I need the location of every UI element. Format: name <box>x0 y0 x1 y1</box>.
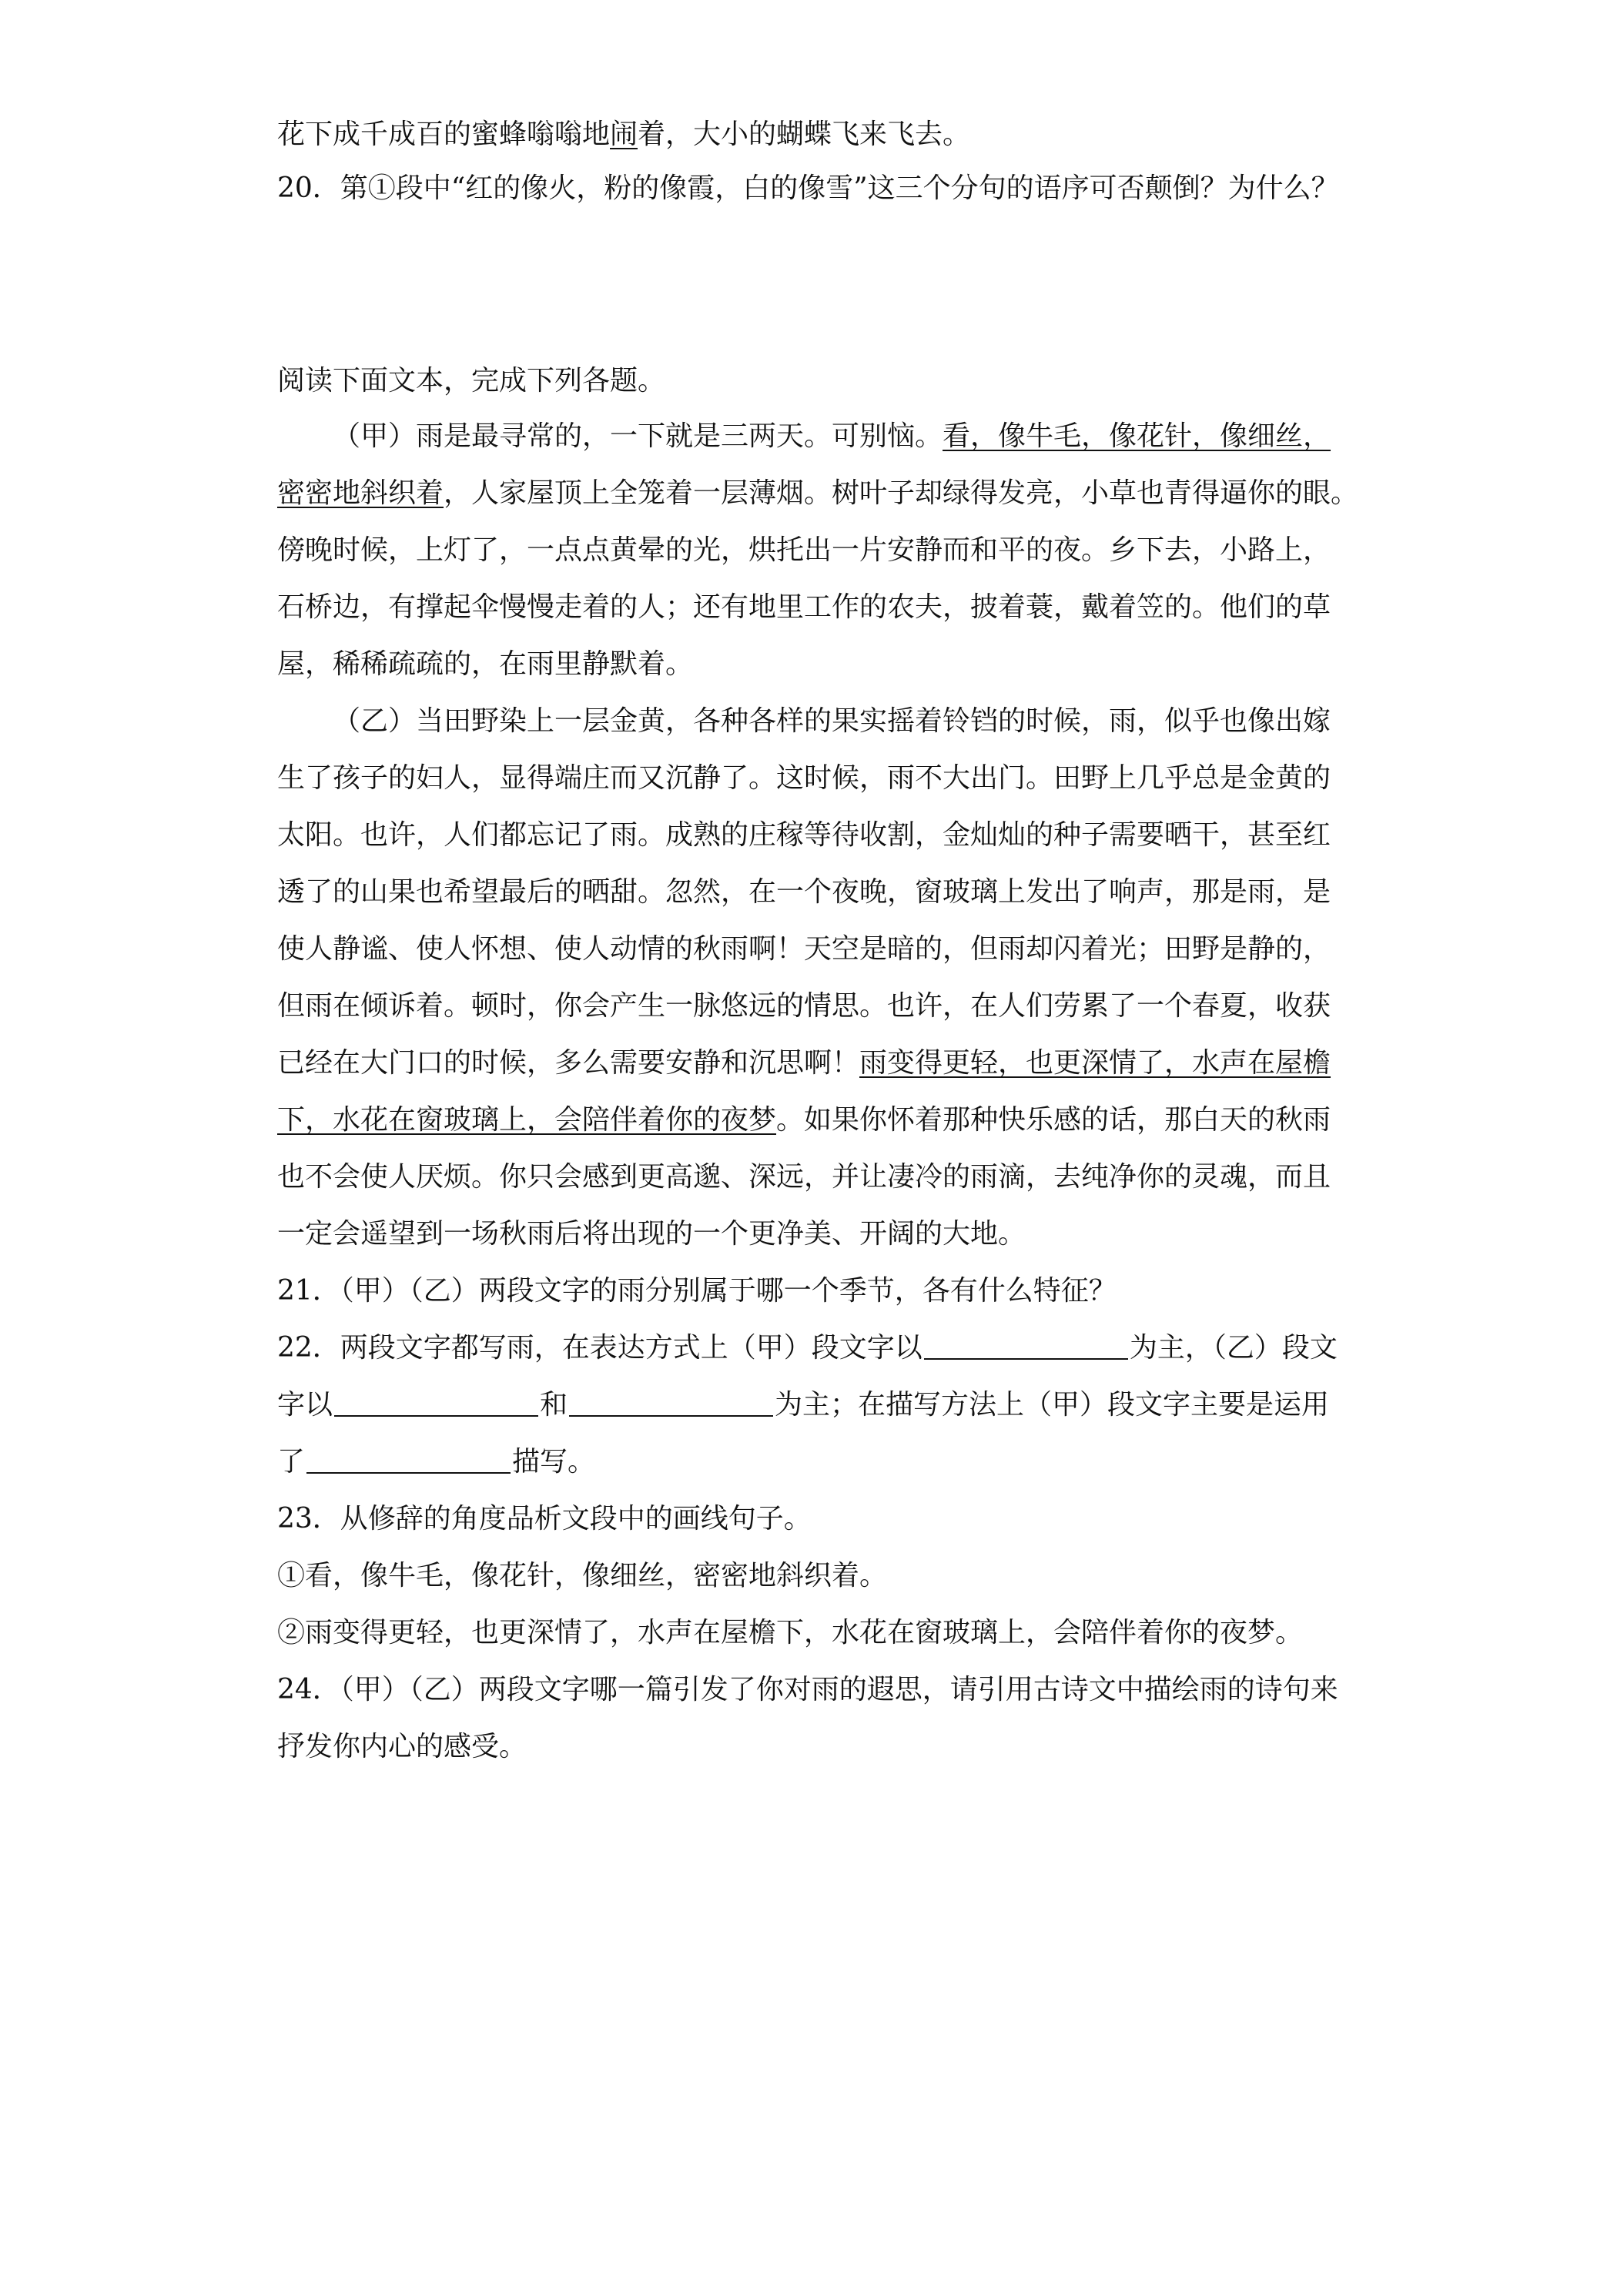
passage-text: （乙）当田野染上一层金黄，各种各样的果实摇着铃铛的时候，雨，似乎也像出嫁 <box>333 705 1331 737</box>
question-22-text: 为主，（乙）段文 <box>1129 1332 1338 1364</box>
passage-yi-line: 生了孩子的妇人，显得端庄而又沉静了。这时候，雨不大出门。田野上几乎总是金黄的 <box>277 762 1331 794</box>
passage-yi-line: 但雨在倾诉着。顿时，你会产生一脉悠远的情思。也许，在人们劳累了一个春夏，收获 <box>277 990 1331 1022</box>
question-20: 20．第①段中“红的像火，粉的像霞，白的像雪”这三个分句的语序可否颠倒？为什么？ <box>277 172 1339 204</box>
intro-line-text-end: 着，大小的蝴蝶飞来飞去。 <box>638 119 971 150</box>
passage-text: 。如果你怀着那种快乐感的话，那白天的秋雨 <box>776 1104 1331 1136</box>
passage-text: 已经在大门口的时候，多么需要安静和沉思啊！ <box>277 1047 860 1079</box>
answer-space <box>277 208 1355 362</box>
question-21: 21．（甲）（乙）两段文字的雨分别属于哪一个季节，各有什么特征？ <box>277 1275 1117 1307</box>
question-22-text: 字以 <box>277 1389 333 1421</box>
passage-yi-line <box>277 1044 1355 1083</box>
question-22-text: 为主；在描写方法上（甲）段文字主要是运用 <box>775 1389 1330 1421</box>
passage-yi-line <box>277 1101 1355 1140</box>
underlined-sentence: 看，像牛毛，像花针，像细丝， <box>943 420 1331 452</box>
intro-line-text: 花下成千成百的蜜蜂嗡嗡地 <box>277 119 611 150</box>
passage-yi-line: 透了的山果也希望最后的晒甜。忽然，在一个夜晚，窗玻璃上发出了响声，那是雨，是 <box>277 876 1331 908</box>
question-22-text: 22．两段文字都写雨，在表达方式上（甲）段文字以 <box>277 1332 922 1364</box>
question-24: 24．（甲）（乙）两段文字哪一篇引发了你对雨的遐思，请引用古诗文中描绘雨的诗句来 <box>277 1674 1338 1705</box>
passage-yi-line: 也不会使人厌烦。你只会感到更高邈、深远，并让凄冷的雨滴，去纯净你的灵魂，而且 <box>277 1161 1331 1193</box>
passage-yi-line: 一定会遥望到一场秋雨后将出现的一个更净美、开阔的大地。 <box>277 1218 1026 1250</box>
question-23: 23．从修辞的角度品析文段中的画线句子。 <box>277 1503 812 1535</box>
passage-jia-line <box>277 417 1355 456</box>
passage-jia <box>277 417 1359 684</box>
question-23-item-1: ①看，像牛毛，像花针，像细丝，密密地斜织着。 <box>277 1560 888 1591</box>
fill-blank[interactable] <box>924 1332 1128 1360</box>
question-22-line <box>277 1386 1355 1424</box>
passage-text: ，人家屋顶上全笼着一层薄烟。树叶子却绿得发亮，小草也青得逼你的眼。 <box>444 477 1359 509</box>
reading-instruction: 阅读下面文本，完成下列各题。 <box>277 365 666 397</box>
passage-yi <box>277 702 1355 1253</box>
fill-blank[interactable] <box>334 1389 538 1417</box>
underlined-sentence: 雨变得更轻，也更深情了，水声在屋檐 <box>859 1047 1331 1079</box>
passage-jia-line <box>277 474 1359 513</box>
fill-blank[interactable] <box>569 1389 773 1417</box>
question-23-item-2: ②雨变得更轻，也更深情了，水声在屋檐下，水花在窗玻璃上，会陪伴着你的夜梦。 <box>277 1617 1304 1648</box>
intro-line <box>277 115 1355 154</box>
underlined-sentence: 密密地斜织着 <box>277 477 444 509</box>
passage-yi-line: 太阳。也许，人们都忘记了雨。成熟的庄稼等待收割，金灿灿的种子需要晒干，甚至红 <box>277 819 1331 851</box>
document-page <box>277 115 1359 1766</box>
question-22-line <box>277 1443 1355 1481</box>
passage-jia-line: 屋，稀稀疏疏的，在雨里静默着。 <box>277 648 694 680</box>
question-24-cont: 抒发你内心的感受。 <box>277 1731 527 1762</box>
passage-jia-line: 傍晚时候，上灯了，一点点黄晕的光，烘托出一片安静而和平的夜。乡下去，小路上， <box>277 534 1331 566</box>
question-22-line <box>277 1329 1355 1367</box>
question-22-text: 描写。 <box>512 1446 596 1478</box>
passage-jia-line: 石桥边，有撑起伞慢慢走着的人；还有地里工作的农夫，披着蓑，戴着笠的。他们的草 <box>277 591 1331 623</box>
question-22-text: 和 <box>540 1389 568 1421</box>
underlined-sentence: 下，水花在窗玻璃上，会陪伴着你的夜梦 <box>277 1104 777 1136</box>
underlined-word: 闹 <box>610 119 638 150</box>
fill-blank[interactable] <box>306 1446 511 1474</box>
question-22-text: 了 <box>277 1446 306 1478</box>
passage-text: （甲）雨是最寻常的，一下就是三两天。可别恼。 <box>333 420 943 452</box>
passage-yi-line <box>277 702 1355 741</box>
passage-yi-line: 使人静谧、使人怀想、使人动情的秋雨啊！天空是暗的，但雨却闪着光；田野是静的， <box>277 933 1331 965</box>
